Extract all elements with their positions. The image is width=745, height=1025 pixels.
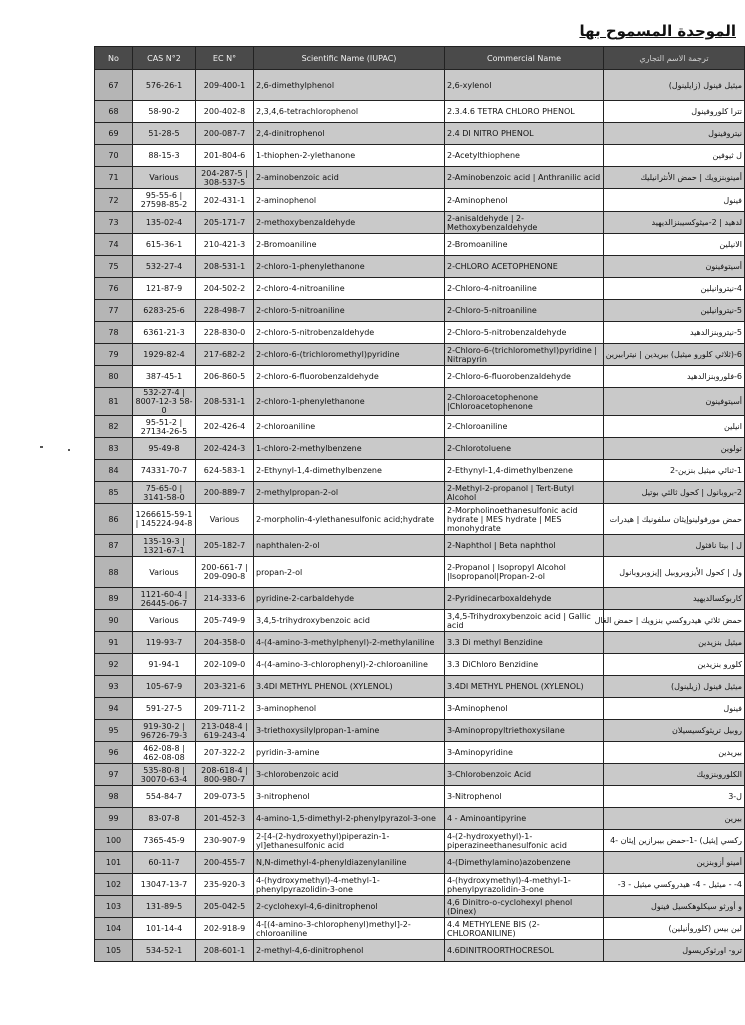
cell-no: 69 [95, 123, 133, 145]
cell-commercial: 4-(hydroxymethyl)-4-methyl-1-phenylpyrazolidin-3-one [445, 874, 604, 896]
cell-arabic: بيريدين [604, 742, 745, 764]
cell-arabic: فينول [604, 698, 745, 720]
table-row [95, 720, 745, 742]
cell-arabic: ميثيل بنزيدين [604, 632, 745, 654]
cell-cas: 532-27-4 [133, 256, 196, 278]
cell-cas: 91-94-1 [133, 654, 196, 676]
cell-cas: 576-26-1 [133, 70, 196, 101]
table-row [95, 416, 745, 438]
cell-no: 86 [95, 504, 133, 535]
cell-commercial: 4.6DINITROORTHOCRESOL [445, 940, 604, 962]
cell-cas: 535-80-8 | 30070-63-4 [133, 764, 196, 786]
cell-ec: 217-682-2 [196, 344, 254, 366]
cell-ec: Various [196, 504, 254, 535]
cell-ec: 208-531-1 [196, 256, 254, 278]
cell-no: 88 [95, 557, 133, 588]
cell-arabic: أمينوبنزويك | حمض الأنثرانيليك [604, 167, 745, 189]
page-title: الموحدة المسموح بها [579, 22, 736, 40]
cell-ec: 201-804-6 [196, 145, 254, 167]
cell-arabic: 6-فلوروبنزالدهيد [604, 366, 745, 388]
cell-no: 74 [95, 234, 133, 256]
cell-iupac: 3-triethoxysilylpropan-1-amine [254, 720, 445, 742]
cell-no: 105 [95, 940, 133, 962]
table-row [95, 830, 745, 852]
scan-speck [40, 446, 43, 448]
table-row [95, 808, 745, 830]
cell-arabic: 6-(ثلاثي كلورو ميثيل) بيريدين | نيترابيرين [604, 344, 745, 366]
table-row [95, 388, 745, 416]
table-row [95, 874, 745, 896]
cell-ec: 228-498-7 [196, 300, 254, 322]
cell-ec: 204-358-0 [196, 632, 254, 654]
cell-arabic: كلورو بنزيدين [604, 654, 745, 676]
cell-commercial: 3.4DI METHYL PHENOL (XYLENOL) [445, 676, 604, 698]
cell-cas: 58-90-2 [133, 101, 196, 123]
table-row [95, 438, 745, 460]
cell-ec: 200-889-7 [196, 482, 254, 504]
cell-commercial: 2-Pyridinecarboxaldehyde [445, 588, 604, 610]
cell-cas: 462-08-8 | 462-08-08 [133, 742, 196, 764]
cell-cas: 51-28-5 [133, 123, 196, 145]
header-cas: CAS N°2 [133, 47, 196, 70]
cell-iupac: 3.4DI METHYL PHENOL (XYLENOL) [254, 676, 445, 698]
table-row [95, 300, 745, 322]
cell-arabic: ل ثيوفين [604, 145, 745, 167]
cell-arabic: بيرين [604, 808, 745, 830]
cell-ec: 200-402-8 [196, 101, 254, 123]
cell-commercial: 2-Chloroacetophenone |Chloroacetophenone [445, 388, 604, 416]
cell-iupac: 3,4,5-trihydroxybenzoic acid [254, 610, 445, 632]
cell-iupac: 2,6-dimethylphenol [254, 70, 445, 101]
cell-no: 85 [95, 482, 133, 504]
cell-iupac: 3-nitrophenol [254, 786, 445, 808]
cell-ec: 210-421-3 [196, 234, 254, 256]
cell-no: 99 [95, 808, 133, 830]
cell-commercial: 3-Aminopropyltriethoxysilane [445, 720, 604, 742]
cell-cas: 119-93-7 [133, 632, 196, 654]
cell-no: 98 [95, 786, 133, 808]
cell-arabic: 5-نيتروانيلين [604, 300, 745, 322]
cell-arabic: انيلين [604, 416, 745, 438]
cell-cas: 615-36-1 [133, 234, 196, 256]
cell-arabic: حمض مورفولينوإيثان سلفونيك | هيدرات [604, 504, 745, 535]
cell-iupac: propan-2-ol [254, 557, 445, 588]
cell-iupac: 2-methylpropan-2-ol [254, 482, 445, 504]
table-row [95, 632, 745, 654]
cell-cas: Various [133, 167, 196, 189]
chemicals-table [94, 46, 745, 962]
cell-ec: 202-109-0 [196, 654, 254, 676]
cell-no: 70 [95, 145, 133, 167]
cell-commercial: 3-Aminopyridine [445, 742, 604, 764]
table-row [95, 535, 745, 557]
cell-cas: Various [133, 610, 196, 632]
table-row [95, 786, 745, 808]
table-body [95, 70, 745, 962]
cell-no: 87 [95, 535, 133, 557]
table-row [95, 504, 745, 535]
cell-iupac: 1-thiophen-2-ylethanone [254, 145, 445, 167]
cell-ec: 235-920-3 [196, 874, 254, 896]
cell-ec: 228-830-0 [196, 322, 254, 344]
cell-ec: 624-583-1 [196, 460, 254, 482]
cell-no: 75 [95, 256, 133, 278]
cell-iupac: 2-methoxybenzaldehyde [254, 212, 445, 234]
cell-cas: 534-52-1 [133, 940, 196, 962]
header-arabic: ترجمة الاسم التجاري [604, 47, 745, 70]
cell-ec: 205-171-7 [196, 212, 254, 234]
cell-commercial: 4 - Aminoantipyrine [445, 808, 604, 830]
cell-no: 82 [95, 416, 133, 438]
cell-iupac: pyridin-3-amine [254, 742, 445, 764]
cell-ec: 214-333-6 [196, 588, 254, 610]
cell-iupac: 2-aminophenol [254, 189, 445, 212]
cell-arabic: أمينو أزوبنزين [604, 852, 745, 874]
cell-cas: 101-14-4 [133, 918, 196, 940]
cell-arabic: ميثيل فينول (زايلينول) [604, 70, 745, 101]
cell-iupac: 2-methyl-4,6-dinitrophenol [254, 940, 445, 962]
cell-arabic: حمض ثلاثي هيدروكسي بنزويك | حمض الغال [604, 610, 745, 632]
cell-ec: 213-048-4 | 619-243-4 [196, 720, 254, 742]
header-ec: EC N° [196, 47, 254, 70]
cell-iupac: 2-Ethynyl-1,4-dimethylbenzene [254, 460, 445, 482]
cell-iupac: 2-cyclohexyl-4,6-dinitrophenol [254, 896, 445, 918]
cell-no: 73 [95, 212, 133, 234]
table-row [95, 234, 745, 256]
cell-arabic: تترا كلوروفينول [604, 101, 745, 123]
cell-ec: 201-452-3 [196, 808, 254, 830]
cell-arabic: لين بيس (كلوروأنيلين) [604, 918, 745, 940]
cell-commercial: 4-(2-hydroxyethyl)-1-piperazineethanesulfonic acid [445, 830, 604, 852]
cell-no: 101 [95, 852, 133, 874]
cell-ec: 202-426-4 [196, 416, 254, 438]
table-row [95, 742, 745, 764]
cell-iupac: 2-chloro-1-phenylethanone [254, 388, 445, 416]
cell-no: 76 [95, 278, 133, 300]
cell-ec: 202-424-3 [196, 438, 254, 460]
cell-ec: 200-661-7 | 209-090-8 [196, 557, 254, 588]
cell-iupac: 2-chloroaniline [254, 416, 445, 438]
cell-cas: 919-30-2 | 96726-79-3 [133, 720, 196, 742]
cell-no: 96 [95, 742, 133, 764]
cell-arabic: روبيل تريثوكسيسيلان [604, 720, 745, 742]
cell-cas: 95-49-8 [133, 438, 196, 460]
cell-arabic: 2-بروبانول | كحول ثالثي بوتيل [604, 482, 745, 504]
cell-commercial: 3-Aminophenol [445, 698, 604, 720]
cell-commercial: 2-Chloro-6-(trichloromethyl)pyridine | Nitrapyrin [445, 344, 604, 366]
table-row [95, 654, 745, 676]
cell-cas: 95-55-6 | 27598-85-2 [133, 189, 196, 212]
cell-cas: 135-19-3 | 1321-67-1 [133, 535, 196, 557]
cell-no: 100 [95, 830, 133, 852]
cell-iupac: 2-chloro-6-fluorobenzaldehyde [254, 366, 445, 388]
cell-ec: 207-322-2 [196, 742, 254, 764]
cell-commercial: 2-Morpholinoethanesulfonic acid hydrate | MES hydrate | MES monohydrate [445, 504, 604, 535]
header-no: No [95, 47, 133, 70]
header-commercial: Commercial Name [445, 47, 604, 70]
table-row [95, 610, 745, 632]
cell-arabic: ل-3 [604, 786, 745, 808]
cell-commercial: 3-Nitrophenol [445, 786, 604, 808]
cell-commercial: 2-anisaldehyde | 2-Methoxybenzaldehyde [445, 212, 604, 234]
table-row [95, 698, 745, 720]
cell-iupac: 4-amino-1,5-dimethyl-2-phenylpyrazol-3-one [254, 808, 445, 830]
header-iupac: Scientific Name (IUPAC) [254, 47, 445, 70]
cell-cas: 387-45-1 [133, 366, 196, 388]
cell-ec: 204-287-5 | 308-537-5 [196, 167, 254, 189]
cell-cas: 1266615-59-1 | 145224-94-8 [133, 504, 196, 535]
table-row [95, 189, 745, 212]
cell-iupac: 2-chloro-6-(trichloromethyl)pyridine [254, 344, 445, 366]
cell-no: 104 [95, 918, 133, 940]
cell-arabic: 4-نيتروانيلين [604, 278, 745, 300]
cell-arabic: ركسي إيثيل) -1-حمض بيبرازين إيثان -4 [604, 830, 745, 852]
cell-no: 95 [95, 720, 133, 742]
cell-commercial: 2-Acetylthiophene [445, 145, 604, 167]
cell-ec: 208-531-1 [196, 388, 254, 416]
cell-iupac: 2,3,4,6-tetrachlorophenol [254, 101, 445, 123]
cell-cas: 1121-60-4 | 26445-06-7 [133, 588, 196, 610]
table-row [95, 460, 745, 482]
cell-commercial: 2-Bromoaniline [445, 234, 604, 256]
cell-cas: Various [133, 557, 196, 588]
cell-arabic: لدهيد | 2-ميثوكسيبنزالديهيد [604, 212, 745, 234]
cell-cas: 591-27-5 [133, 698, 196, 720]
cell-cas: 1929-82-4 [133, 344, 196, 366]
cell-arabic: الانيلين [604, 234, 745, 256]
table-row [95, 918, 745, 940]
cell-ec: 206-860-5 [196, 366, 254, 388]
table-row [95, 145, 745, 167]
cell-no: 84 [95, 460, 133, 482]
cell-commercial: 2-Chloroaniline [445, 416, 604, 438]
cell-commercial: 3,4,5-Trihydroxybenzoic acid | Gallic acid [445, 610, 604, 632]
cell-no: 89 [95, 588, 133, 610]
cell-cas: 532-27-4 | 8007-12-3 58-0 [133, 388, 196, 416]
table-row [95, 212, 745, 234]
cell-no: 72 [95, 189, 133, 212]
table-row [95, 167, 745, 189]
cell-arabic: 4- - ميثيل - 4- هيدروكسي ميثيل - 3- [604, 874, 745, 896]
cell-ec: 208-618-4 | 800-980-7 [196, 764, 254, 786]
cell-arabic: كاربوكسالديهيد [604, 588, 745, 610]
cell-arabic: و أورثو سيكلوهكسيل فينول [604, 896, 745, 918]
cell-arabic: أسيتوفينون [604, 256, 745, 278]
table-header-row [95, 47, 745, 70]
table-row [95, 482, 745, 504]
table-row [95, 101, 745, 123]
table-row [95, 896, 745, 918]
cell-cas: 75-65-0 | 3141-58-0 [133, 482, 196, 504]
cell-ec: 230-907-9 [196, 830, 254, 852]
cell-commercial: 2-Chloro-5-nitrobenzaldehyde [445, 322, 604, 344]
cell-no: 79 [95, 344, 133, 366]
cell-commercial: 2-Chlorotoluene [445, 438, 604, 460]
cell-commercial: 2-Propanol | Isopropyl Alcohol |Isopropanol|Propan-2-ol [445, 557, 604, 588]
cell-ec: 202-431-1 [196, 189, 254, 212]
table-row [95, 70, 745, 101]
table-row [95, 764, 745, 786]
cell-ec: 205-182-7 [196, 535, 254, 557]
cell-ec: 209-400-1 [196, 70, 254, 101]
cell-ec: 203-321-6 [196, 676, 254, 698]
cell-iupac: 4-(4-amino-3-chlorophenyl)-2-chloroaniline [254, 654, 445, 676]
cell-commercial: 2-Chloro-6-fluorobenzaldehyde [445, 366, 604, 388]
cell-iupac: 2-chloro-5-nitroaniline [254, 300, 445, 322]
cell-iupac: naphthalen-2-ol [254, 535, 445, 557]
cell-iupac: 3-aminophenol [254, 698, 445, 720]
cell-arabic: الكلوروبنزويك [604, 764, 745, 786]
table-row [95, 557, 745, 588]
cell-no: 102 [95, 874, 133, 896]
cell-iupac: 4-[(4-amino-3-chlorophenyl)methyl]-2-chloroaniline [254, 918, 445, 940]
cell-iupac: 2-aminobenzoic acid [254, 167, 445, 189]
cell-iupac: 2-chloro-4-nitroaniline [254, 278, 445, 300]
cell-cas: 95-51-2 | 27134-26-5 [133, 416, 196, 438]
cell-ec: 205-749-9 [196, 610, 254, 632]
cell-iupac: 2-morpholin-4-ylethanesulfonic acid;hydrate [254, 504, 445, 535]
cell-arabic: 1-ثنائي ميثيل بنزين-2 [604, 460, 745, 482]
cell-iupac: 1-chloro-2-methylbenzene [254, 438, 445, 460]
cell-cas: 88-15-3 [133, 145, 196, 167]
cell-no: 90 [95, 610, 133, 632]
cell-commercial: 4-(Dimethylamino)azobenzene [445, 852, 604, 874]
table-row [95, 588, 745, 610]
cell-no: 83 [95, 438, 133, 460]
cell-no: 94 [95, 698, 133, 720]
cell-ec: 208-601-1 [196, 940, 254, 962]
cell-commercial: 2-Methyl-2-propanol | Tert-Butyl Alcohol [445, 482, 604, 504]
cell-cas: 135-02-4 [133, 212, 196, 234]
cell-commercial: 2,6-xylenol [445, 70, 604, 101]
cell-cas: 13047-13-7 [133, 874, 196, 896]
cell-cas: 105-67-9 [133, 676, 196, 698]
cell-cas: 6283-25-6 [133, 300, 196, 322]
cell-cas: 83-07-8 [133, 808, 196, 830]
cell-no: 68 [95, 101, 133, 123]
table-row [95, 852, 745, 874]
cell-commercial: 2.4 DI NITRO PHENOL [445, 123, 604, 145]
cell-iupac: 2-chloro-5-nitrobenzaldehyde [254, 322, 445, 344]
cell-arabic: ميثيل فينول (زيلينول) [604, 676, 745, 698]
cell-no: 97 [95, 764, 133, 786]
cell-ec: 205-042-5 [196, 896, 254, 918]
cell-ec: 200-087-7 [196, 123, 254, 145]
cell-commercial: 3.3 DiChloro Benzidine [445, 654, 604, 676]
table-row [95, 344, 745, 366]
cell-commercial: 4.4 METHYLENE BIS (2-CHLOROANILINE) [445, 918, 604, 940]
cell-no: 81 [95, 388, 133, 416]
cell-no: 91 [95, 632, 133, 654]
cell-iupac: 2-chloro-1-phenylethanone [254, 256, 445, 278]
cell-cas: 554-84-7 [133, 786, 196, 808]
cell-no: 77 [95, 300, 133, 322]
table-row [95, 322, 745, 344]
cell-arabic: ل | بيتا نافثول [604, 535, 745, 557]
cell-arabic: 5-نيتروبنزالدهيد [604, 322, 745, 344]
cell-ec: 200-455-7 [196, 852, 254, 874]
cell-cas: 60-11-7 [133, 852, 196, 874]
cell-iupac: 4-(hydroxymethyl)-4-methyl-1-phenylpyrazolidin-3-one [254, 874, 445, 896]
cell-no: 78 [95, 322, 133, 344]
cell-commercial: 2-Aminobenzoic acid | Anthranilic acid [445, 167, 604, 189]
cell-iupac: 3-chlorobenzoic acid [254, 764, 445, 786]
cell-commercial: 3-Chlorobenzoic Acid [445, 764, 604, 786]
cell-commercial: 2-Ethynyl-1,4-dimethylbenzene [445, 460, 604, 482]
cell-cas: 7365-45-9 [133, 830, 196, 852]
cell-iupac: pyridine-2-carbaldehyde [254, 588, 445, 610]
cell-commercial: 2-CHLORO ACETOPHENONE [445, 256, 604, 278]
cell-no: 103 [95, 896, 133, 918]
table-row [95, 256, 745, 278]
table-row [95, 940, 745, 962]
cell-iupac: 2-[4-(2-hydroxyethyl)piperazin-1-yl]ethanesulfonic acid [254, 830, 445, 852]
cell-ec: 204-502-2 [196, 278, 254, 300]
cell-arabic: ول | كحول الأيزوبروبيل |إيزوبروبانول [604, 557, 745, 588]
cell-arabic: ترو- اورثوكريسول [604, 940, 745, 962]
cell-iupac: 2-Bromoaniline [254, 234, 445, 256]
cell-commercial: 2-Naphthol | Beta naphthol [445, 535, 604, 557]
cell-arabic: فينول [604, 189, 745, 212]
cell-no: 93 [95, 676, 133, 698]
cell-commercial: 2-Aminophenol [445, 189, 604, 212]
scan-speck [68, 449, 70, 451]
cell-cas: 74331-70-7 [133, 460, 196, 482]
cell-arabic: نيتروفينول [604, 123, 745, 145]
cell-commercial: 2.3.4.6 TETRA CHLORO PHENOL [445, 101, 604, 123]
cell-no: 80 [95, 366, 133, 388]
cell-ec: 209-073-5 [196, 786, 254, 808]
cell-iupac: N,N-dimethyl-4-phenyldiazenylaniline [254, 852, 445, 874]
cell-cas: 131-89-5 [133, 896, 196, 918]
cell-cas: 6361-21-3 [133, 322, 196, 344]
cell-commercial: 2-Chloro-5-nitroaniline [445, 300, 604, 322]
table-row [95, 676, 745, 698]
table-row [95, 366, 745, 388]
cell-ec: 209-711-2 [196, 698, 254, 720]
cell-commercial: 3.3 Di methyl Benzidine [445, 632, 604, 654]
cell-iupac: 4-(4-amino-3-methylphenyl)-2-methylaniline [254, 632, 445, 654]
cell-commercial: 2-Chloro-4-nitroaniline [445, 278, 604, 300]
table-row [95, 123, 745, 145]
chemicals-table-container [94, 46, 744, 962]
cell-arabic: تولوين [604, 438, 745, 460]
table-row [95, 278, 745, 300]
cell-ec: 202-918-9 [196, 918, 254, 940]
cell-iupac: 2,4-dinitrophenol [254, 123, 445, 145]
cell-commercial: 4,6 Dinitro-o-cyclohexyl phenol (Dinex) [445, 896, 604, 918]
cell-cas: 121-87-9 [133, 278, 196, 300]
cell-no: 71 [95, 167, 133, 189]
cell-no: 92 [95, 654, 133, 676]
cell-arabic: أسيتوفينون [604, 388, 745, 416]
cell-no: 67 [95, 70, 133, 101]
